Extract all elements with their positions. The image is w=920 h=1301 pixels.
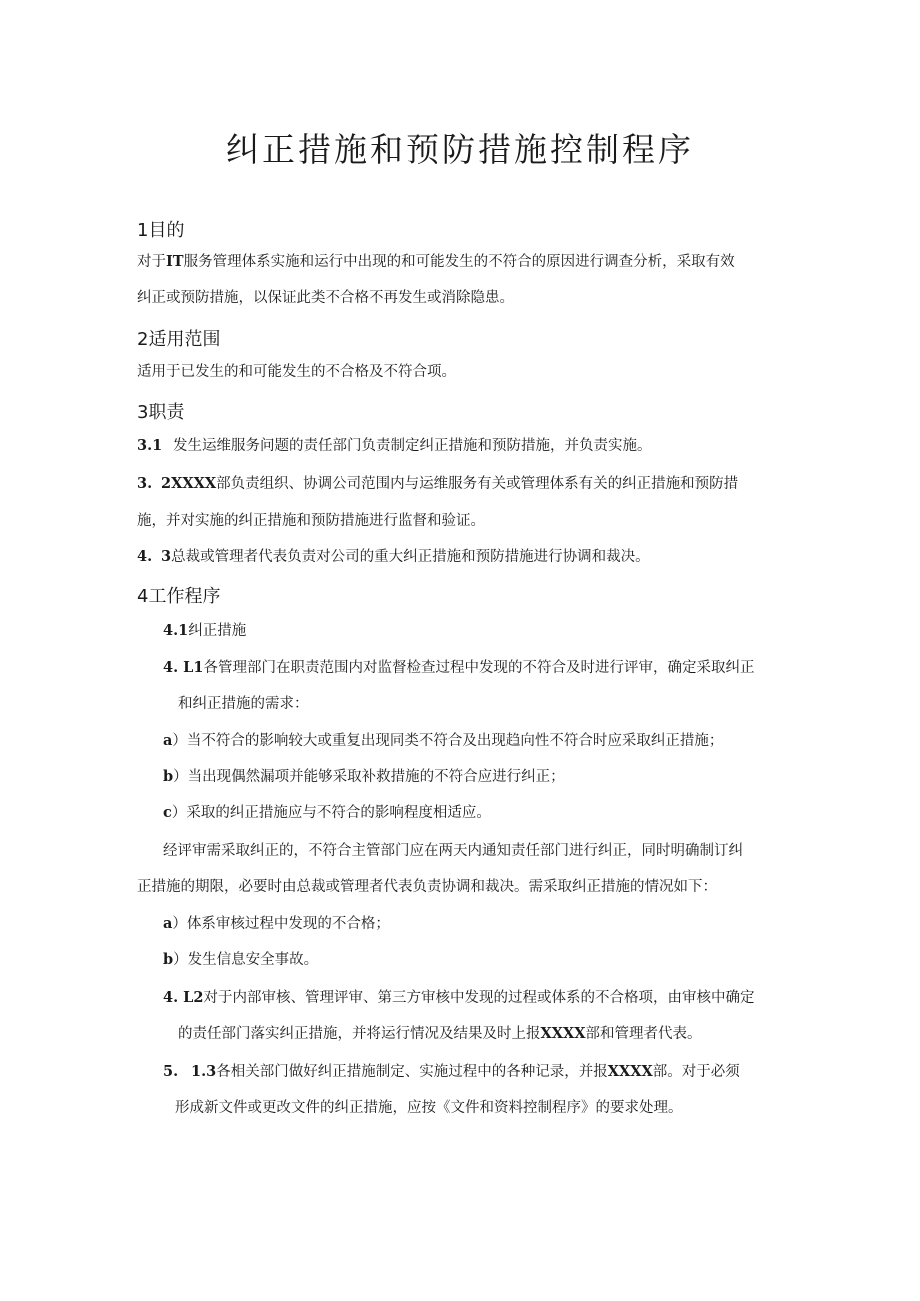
item-text: 各管理部门在职责范围内对监督检查过程中发现的不符合及时进行评审，确定采取纠正: [203, 660, 755, 676]
section-4-b: [163, 767, 823, 787]
item-code: 3: [161, 548, 172, 565]
item-text: 发生运维服务问题的责任部门负责制定纠正措施和预防措施，并负责实施。: [173, 438, 652, 454]
item-text: ）发生信息安全事故。: [173, 952, 319, 968]
section-3-heading: 3职责: [137, 402, 185, 423]
department-code: XXXX: [607, 1063, 653, 1080]
item-text: ）采取的纠正措施应与不符合的影响程度相适应。: [171, 805, 491, 821]
section-4-para-1: 经评审需采取纠正的，不符合主管部门应在两天内通知责任部门进行纠正，同时明确制订纠: [163, 843, 743, 859]
section-4-a2: [163, 914, 823, 934]
item-number: 4.1: [163, 622, 189, 639]
section-4-para-2: 正措施的期限，必要时由总裁或管理者代表负责协调和裁决。需采取纠正措施的情况如下：: [137, 879, 717, 895]
item-label: a: [163, 915, 173, 932]
section-4-a: [163, 731, 823, 751]
section-4-heading: 4工作程序: [137, 586, 221, 607]
text-span: 部和管理者代表。: [585, 1026, 702, 1042]
section-3-item-2: [137, 474, 797, 494]
item-label: c: [163, 804, 172, 821]
section-2-heading: 2适用范围: [137, 329, 221, 350]
item-label: b: [163, 768, 174, 785]
section-1-heading: 1目的: [137, 220, 185, 241]
text-span: 的责任部门落实纠正措施，并将运行情况及结果及时上报: [178, 1026, 541, 1042]
section-4-l2: [163, 988, 823, 1008]
department-code: 2XXXX: [161, 475, 217, 492]
document-title: 纠正措施和预防措施控制程序: [226, 130, 694, 169]
it-term: IT: [166, 253, 184, 270]
item-text: 对于内部审核、管理评审、第三方审核中发现的过程或体系的不合格项，由审核中确定: [203, 990, 755, 1006]
text-span: 各相关部门做好纠正措施制定、实施过程中的各种记录，并报: [216, 1064, 608, 1080]
section-4-l1: [163, 658, 823, 678]
item-text: ）当出现偶然漏项并能够采取补救措施的不符合应进行纠正；: [173, 769, 565, 785]
section-4-sub-1: [163, 621, 823, 641]
section-4-l1-cont: 和纠正措施的需求：: [178, 696, 309, 712]
section-2-line-1: 适用于已发生的和可能发生的不合格及不符合项。: [137, 364, 456, 380]
section-4-l2-cont: [178, 1024, 838, 1044]
item-number: 5.: [163, 1063, 179, 1080]
section-3-item-2-cont: 施，并对实施的纠正措施和预防措施进行监督和验证。: [137, 513, 485, 529]
item-text: 纠正措施: [188, 623, 247, 639]
item-text: ）当不符合的影响较大或重复出现同类不符合及出现趋向性不符合时应采取纠正措施；: [172, 733, 724, 749]
section-4-b2: [163, 950, 823, 970]
section-1-line-1: [137, 252, 797, 272]
section-4-c: [163, 803, 823, 823]
text-span: 部。对于必须: [652, 1064, 740, 1080]
department-code: XXXX: [540, 1025, 586, 1042]
item-text: ）体系审核过程中发现的不合格；: [172, 916, 390, 932]
section-3-item-3: [137, 547, 797, 567]
section-3-item-1: [137, 436, 797, 456]
section-4-l3: [163, 1062, 823, 1082]
item-label: b: [163, 951, 174, 968]
item-text: 总裁或管理者代表负责对公司的重大纠正措施和预防措施进行协调和裁决。: [171, 549, 650, 565]
item-number-2: 1.3: [191, 1063, 217, 1080]
item-number: 4.: [137, 548, 153, 565]
section-4-l3-cont: 形成新文件或更改文件的纠正措施，应按《文件和资料控制程序》的要求处理。: [175, 1100, 683, 1116]
item-number: 3.1: [137, 437, 163, 454]
item-number: 3.: [137, 475, 153, 492]
item-number: 4. L1: [163, 659, 204, 676]
section-1-line-2: 纠正或预防措施，以保证此类不合格不再发生或消除隐患。: [137, 290, 514, 306]
item-text: 部负责组织、协调公司范围内与运维服务有关或管理体系有关的纠正措施和预防措: [216, 476, 739, 492]
text-span: 服务管理体系实施和运行中出现的和可能发生的不符合的原因进行调查分析，采取有效: [183, 254, 735, 270]
text-span: 对于: [137, 254, 166, 270]
item-number: 4. L2: [163, 989, 204, 1006]
item-label: a: [163, 732, 173, 749]
